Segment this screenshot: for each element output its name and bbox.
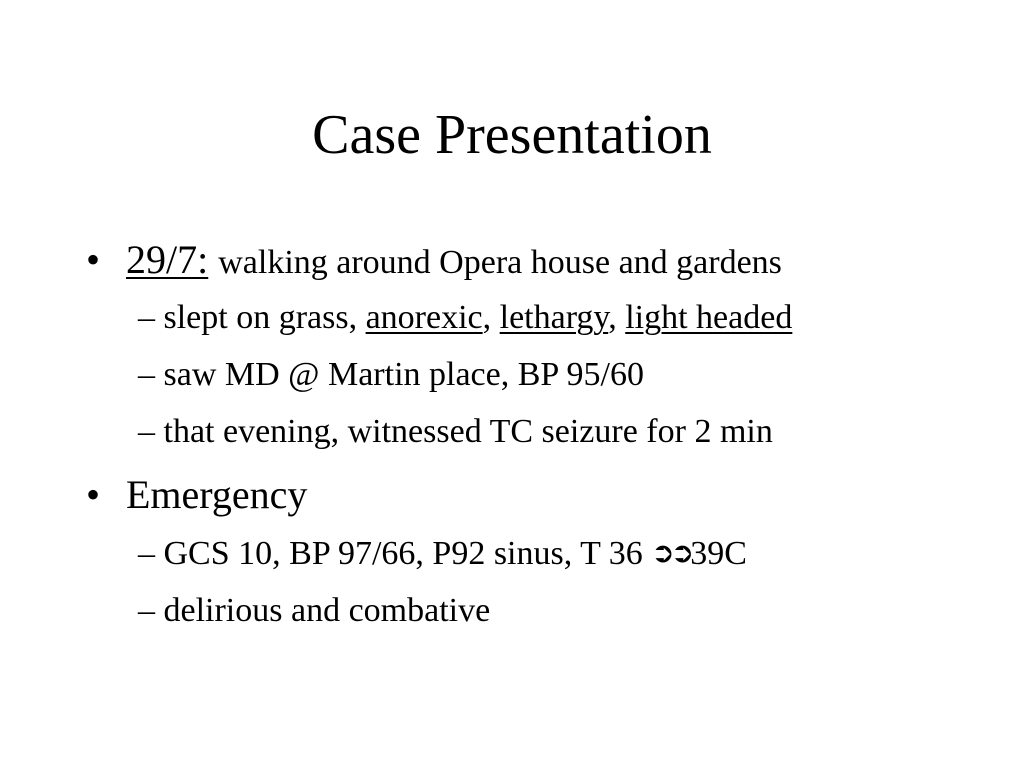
sub-bullet-seizure: – that evening, witnessed TC seizure for 2 min bbox=[138, 413, 773, 450]
symptom-anorexic: anorexic bbox=[365, 299, 483, 336]
bullet-text: Emergency bbox=[126, 472, 308, 517]
sub-bullet-text: 39C bbox=[690, 535, 747, 572]
sub-bullet-text: – GCS 10, BP 97/66, P92 sinus, T 36 bbox=[138, 535, 652, 572]
bullet-date: 29/7: bbox=[126, 237, 209, 282]
sub-bullet-vitals bbox=[138, 533, 747, 576]
arrow-right-icon: ➲➲ bbox=[651, 536, 691, 569]
sub-bullet-dash: – bbox=[138, 299, 164, 336]
bullet-item-date bbox=[86, 236, 782, 287]
sub-bullet-symptoms bbox=[138, 297, 792, 339]
bullet-marker: • bbox=[86, 472, 101, 517]
separator: , bbox=[482, 299, 500, 336]
separator: , bbox=[608, 299, 626, 336]
sub-bullet-delirious: – delirious and combative bbox=[138, 592, 491, 629]
symptom-light-headed: light headed bbox=[625, 299, 793, 336]
sub-bullet-text: slept on grass, bbox=[163, 299, 366, 336]
slide-title: Case Presentation bbox=[312, 104, 712, 166]
bullet-item-emergency bbox=[86, 471, 307, 519]
sub-bullet-md-visit: – saw MD @ Martin place, BP 95/60 bbox=[138, 356, 644, 393]
bullet-marker: • bbox=[86, 237, 101, 282]
bullet-text: walking around Opera house and gardens bbox=[218, 244, 782, 281]
symptom-lethargy: lethargy bbox=[499, 299, 609, 336]
